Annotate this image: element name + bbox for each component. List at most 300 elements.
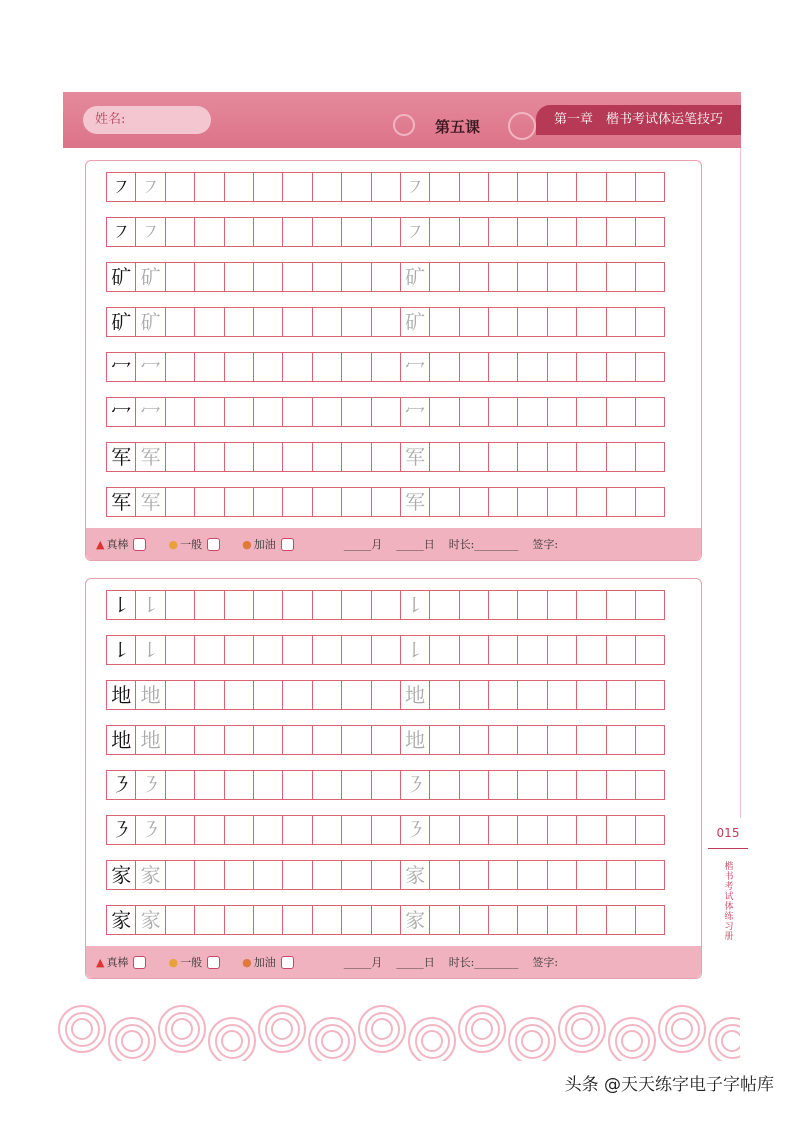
grid-cell[interactable] bbox=[488, 905, 518, 935]
grid-cell[interactable] bbox=[606, 635, 636, 665]
grid-cell[interactable] bbox=[341, 770, 371, 800]
grid-cell[interactable] bbox=[312, 487, 342, 517]
grid-cell[interactable] bbox=[606, 860, 636, 890]
grid-cell[interactable] bbox=[606, 905, 636, 935]
grid-cell[interactable] bbox=[488, 217, 518, 247]
grid-cell[interactable] bbox=[459, 770, 489, 800]
grid-cell[interactable] bbox=[165, 905, 195, 935]
grid-cell[interactable] bbox=[459, 635, 489, 665]
grid-cell[interactable] bbox=[547, 487, 577, 517]
grid-cell[interactable] bbox=[547, 905, 577, 935]
grid-cell[interactable] bbox=[517, 725, 547, 755]
grid-cell[interactable]: ㇙ bbox=[135, 635, 165, 665]
grid-cell[interactable] bbox=[312, 725, 342, 755]
grid-cell[interactable] bbox=[429, 680, 459, 710]
grid-cell[interactable]: ㇋ bbox=[400, 815, 430, 845]
grid-cell[interactable] bbox=[341, 307, 371, 337]
grid-cell[interactable] bbox=[194, 307, 224, 337]
grid-cell[interactable]: ㇋ bbox=[400, 770, 430, 800]
grid-cell[interactable] bbox=[547, 725, 577, 755]
grid-cell[interactable] bbox=[194, 172, 224, 202]
grid-cell[interactable] bbox=[371, 770, 401, 800]
grid-cell[interactable] bbox=[312, 860, 342, 890]
grid-cell[interactable] bbox=[459, 487, 489, 517]
grid-cell[interactable] bbox=[371, 352, 401, 382]
grid-cell[interactable]: ㇋ bbox=[106, 815, 136, 845]
grid-cell[interactable] bbox=[517, 217, 547, 247]
grid-cell[interactable] bbox=[194, 397, 224, 427]
grid-cell[interactable] bbox=[459, 905, 489, 935]
grid-cell[interactable]: 家 bbox=[400, 860, 430, 890]
grid-cell[interactable] bbox=[165, 487, 195, 517]
grid-cell[interactable] bbox=[194, 352, 224, 382]
grid-cell[interactable]: 地 bbox=[135, 725, 165, 755]
grid-cell[interactable] bbox=[459, 397, 489, 427]
grid-cell[interactable] bbox=[635, 860, 665, 890]
grid-cell[interactable] bbox=[194, 905, 224, 935]
grid-cell[interactable] bbox=[429, 770, 459, 800]
grid-cell[interactable] bbox=[224, 860, 254, 890]
grid-cell[interactable] bbox=[547, 680, 577, 710]
grid-cell[interactable] bbox=[517, 307, 547, 337]
grid-cell[interactable] bbox=[576, 307, 606, 337]
grid-cell[interactable] bbox=[253, 725, 283, 755]
signature-field[interactable]: 签字: bbox=[532, 956, 559, 969]
grid-cell[interactable] bbox=[165, 860, 195, 890]
grid-cell[interactable] bbox=[224, 397, 254, 427]
grid-cell[interactable] bbox=[165, 397, 195, 427]
grid-cell[interactable]: 冖 bbox=[400, 352, 430, 382]
grid-cell[interactable] bbox=[517, 815, 547, 845]
grid-cell[interactable] bbox=[341, 217, 371, 247]
rating-cheer[interactable] bbox=[242, 536, 294, 552]
grid-cell[interactable]: 矿 bbox=[135, 307, 165, 337]
grid-cell[interactable] bbox=[547, 590, 577, 620]
grid-cell[interactable] bbox=[341, 635, 371, 665]
grid-cell[interactable] bbox=[517, 770, 547, 800]
grid-cell[interactable] bbox=[165, 262, 195, 292]
grid-cell[interactable] bbox=[488, 172, 518, 202]
grid-cell[interactable] bbox=[576, 352, 606, 382]
grid-cell[interactable] bbox=[459, 307, 489, 337]
grid-cell[interactable] bbox=[253, 352, 283, 382]
grid-cell[interactable]: 家 bbox=[106, 860, 136, 890]
grid-cell[interactable] bbox=[312, 307, 342, 337]
grid-cell[interactable] bbox=[488, 770, 518, 800]
grid-cell[interactable] bbox=[194, 262, 224, 292]
grid-cell[interactable] bbox=[282, 905, 312, 935]
grid-cell[interactable] bbox=[371, 262, 401, 292]
grid-cell[interactable] bbox=[517, 680, 547, 710]
grid-cell[interactable] bbox=[576, 680, 606, 710]
grid-cell[interactable] bbox=[341, 397, 371, 427]
grid-cell[interactable] bbox=[459, 860, 489, 890]
grid-cell[interactable] bbox=[547, 815, 577, 845]
grid-cell[interactable] bbox=[635, 815, 665, 845]
grid-cell[interactable] bbox=[635, 397, 665, 427]
grid-cell[interactable] bbox=[517, 860, 547, 890]
grid-cell[interactable] bbox=[165, 770, 195, 800]
grid-cell[interactable] bbox=[429, 487, 459, 517]
grid-cell[interactable]: 军 bbox=[400, 487, 430, 517]
grid-cell[interactable] bbox=[635, 635, 665, 665]
grid-cell[interactable]: ㇙ bbox=[135, 590, 165, 620]
grid-cell[interactable] bbox=[253, 442, 283, 472]
grid-cell[interactable] bbox=[224, 442, 254, 472]
grid-cell[interactable]: 冖 bbox=[135, 352, 165, 382]
grid-cell[interactable] bbox=[517, 487, 547, 517]
grid-cell[interactable] bbox=[282, 770, 312, 800]
grid-cell[interactable] bbox=[312, 680, 342, 710]
grid-cell[interactable] bbox=[606, 725, 636, 755]
grid-cell[interactable] bbox=[371, 860, 401, 890]
grid-cell[interactable] bbox=[194, 815, 224, 845]
grid-cell[interactable] bbox=[606, 397, 636, 427]
grid-cell[interactable]: 军 bbox=[135, 487, 165, 517]
grid-cell[interactable] bbox=[576, 905, 606, 935]
grid-cell[interactable] bbox=[253, 770, 283, 800]
grid-cell[interactable] bbox=[547, 352, 577, 382]
grid-cell[interactable] bbox=[165, 442, 195, 472]
grid-cell[interactable]: 家 bbox=[106, 905, 136, 935]
grid-cell[interactable] bbox=[606, 680, 636, 710]
grid-cell[interactable] bbox=[312, 635, 342, 665]
grid-cell[interactable] bbox=[253, 860, 283, 890]
grid-cell[interactable]: ㇇ bbox=[135, 217, 165, 247]
grid-cell[interactable] bbox=[488, 680, 518, 710]
grid-cell[interactable] bbox=[282, 590, 312, 620]
grid-cell[interactable] bbox=[488, 397, 518, 427]
grid-cell[interactable] bbox=[194, 860, 224, 890]
grid-cell[interactable] bbox=[488, 860, 518, 890]
grid-cell[interactable] bbox=[371, 442, 401, 472]
rating-cheer[interactable] bbox=[242, 954, 294, 970]
grid-cell[interactable] bbox=[253, 172, 283, 202]
grid-cell[interactable] bbox=[576, 217, 606, 247]
grid-cell[interactable] bbox=[429, 397, 459, 427]
grid-cell[interactable] bbox=[371, 487, 401, 517]
grid-cell[interactable] bbox=[429, 590, 459, 620]
grid-cell[interactable] bbox=[194, 725, 224, 755]
grid-cell[interactable] bbox=[165, 352, 195, 382]
grid-cell[interactable] bbox=[224, 680, 254, 710]
day-field[interactable]: _____日 bbox=[396, 538, 435, 551]
grid-cell[interactable] bbox=[371, 680, 401, 710]
grid-cell[interactable] bbox=[488, 487, 518, 517]
grid-cell[interactable] bbox=[312, 262, 342, 292]
grid-cell[interactable] bbox=[282, 217, 312, 247]
grid-cell[interactable] bbox=[341, 352, 371, 382]
grid-cell[interactable] bbox=[517, 635, 547, 665]
grid-cell[interactable] bbox=[312, 217, 342, 247]
grid-cell[interactable] bbox=[576, 860, 606, 890]
grid-cell[interactable] bbox=[224, 725, 254, 755]
grid-cell[interactable] bbox=[635, 352, 665, 382]
grid-cell[interactable] bbox=[517, 442, 547, 472]
grid-cell[interactable] bbox=[517, 352, 547, 382]
grid-cell[interactable] bbox=[547, 770, 577, 800]
grid-cell[interactable] bbox=[459, 217, 489, 247]
grid-cell[interactable]: ㇇ bbox=[400, 172, 430, 202]
grid-cell[interactable] bbox=[224, 635, 254, 665]
month-field[interactable]: _____月 bbox=[343, 956, 383, 969]
grid-cell[interactable]: ㇙ bbox=[400, 635, 430, 665]
grid-cell[interactable] bbox=[253, 307, 283, 337]
grid-cell[interactable] bbox=[253, 262, 283, 292]
day-field[interactable]: _____日 bbox=[396, 956, 435, 969]
grid-cell[interactable] bbox=[194, 635, 224, 665]
grid-cell[interactable] bbox=[194, 442, 224, 472]
grid-cell[interactable] bbox=[282, 307, 312, 337]
grid-cell[interactable]: ㇙ bbox=[400, 590, 430, 620]
grid-cell[interactable]: 地 bbox=[400, 725, 430, 755]
grid-cell[interactable] bbox=[429, 172, 459, 202]
grid-cell[interactable] bbox=[371, 172, 401, 202]
grid-cell[interactable] bbox=[312, 770, 342, 800]
grid-cell[interactable]: 地 bbox=[135, 680, 165, 710]
grid-cell[interactable] bbox=[341, 860, 371, 890]
grid-cell[interactable] bbox=[282, 815, 312, 845]
grid-cell[interactable]: 军 bbox=[106, 487, 136, 517]
grid-cell[interactable] bbox=[576, 442, 606, 472]
grid-cell[interactable] bbox=[635, 172, 665, 202]
grid-cell[interactable] bbox=[488, 307, 518, 337]
grid-cell[interactable] bbox=[459, 172, 489, 202]
grid-cell[interactable] bbox=[194, 487, 224, 517]
grid-cell[interactable] bbox=[459, 815, 489, 845]
grid-cell[interactable] bbox=[194, 590, 224, 620]
grid-cell[interactable] bbox=[312, 815, 342, 845]
grid-cell[interactable] bbox=[547, 217, 577, 247]
grid-cell[interactable] bbox=[517, 262, 547, 292]
grid-cell[interactable]: 矿 bbox=[400, 307, 430, 337]
grid-cell[interactable] bbox=[371, 905, 401, 935]
rating-ok[interactable] bbox=[168, 536, 220, 552]
grid-cell[interactable] bbox=[224, 262, 254, 292]
checkbox[interactable] bbox=[207, 538, 220, 551]
grid-cell[interactable] bbox=[253, 905, 283, 935]
grid-cell[interactable] bbox=[429, 635, 459, 665]
grid-cell[interactable]: ㇇ bbox=[400, 217, 430, 247]
grid-cell[interactable]: 冖 bbox=[106, 352, 136, 382]
grid-cell[interactable] bbox=[165, 815, 195, 845]
grid-cell[interactable] bbox=[576, 590, 606, 620]
grid-cell[interactable] bbox=[165, 725, 195, 755]
grid-cell[interactable] bbox=[547, 397, 577, 427]
grid-cell[interactable] bbox=[576, 487, 606, 517]
grid-cell[interactable] bbox=[576, 172, 606, 202]
grid-cell[interactable] bbox=[459, 680, 489, 710]
grid-cell[interactable]: 冖 bbox=[400, 397, 430, 427]
grid-cell[interactable] bbox=[606, 352, 636, 382]
grid-cell[interactable] bbox=[312, 442, 342, 472]
grid-cell[interactable]: 军 bbox=[400, 442, 430, 472]
grid-cell[interactable] bbox=[459, 725, 489, 755]
grid-cell[interactable] bbox=[341, 905, 371, 935]
grid-cell[interactable] bbox=[224, 217, 254, 247]
grid-cell[interactable] bbox=[547, 262, 577, 292]
grid-cell[interactable] bbox=[635, 770, 665, 800]
grid-cell[interactable] bbox=[606, 487, 636, 517]
grid-cell[interactable]: ㇇ bbox=[106, 217, 136, 247]
grid-cell[interactable] bbox=[429, 815, 459, 845]
grid-cell[interactable] bbox=[547, 860, 577, 890]
grid-cell[interactable] bbox=[429, 352, 459, 382]
name-field[interactable] bbox=[83, 106, 211, 134]
checkbox[interactable] bbox=[133, 956, 146, 969]
grid-cell[interactable] bbox=[341, 442, 371, 472]
grid-cell[interactable] bbox=[282, 725, 312, 755]
grid-cell[interactable] bbox=[635, 905, 665, 935]
grid-cell[interactable] bbox=[606, 262, 636, 292]
grid-cell[interactable] bbox=[547, 635, 577, 665]
grid-cell[interactable]: ㇋ bbox=[135, 815, 165, 845]
grid-cell[interactable] bbox=[341, 680, 371, 710]
grid-cell[interactable] bbox=[371, 307, 401, 337]
grid-cell[interactable]: 冖 bbox=[106, 397, 136, 427]
grid-cell[interactable] bbox=[371, 725, 401, 755]
grid-cell[interactable] bbox=[312, 352, 342, 382]
grid-cell[interactable] bbox=[459, 442, 489, 472]
grid-cell[interactable]: ㇙ bbox=[106, 635, 136, 665]
grid-cell[interactable]: 矿 bbox=[400, 262, 430, 292]
grid-cell[interactable] bbox=[224, 352, 254, 382]
grid-cell[interactable] bbox=[282, 262, 312, 292]
grid-cell[interactable] bbox=[547, 172, 577, 202]
grid-cell[interactable] bbox=[341, 262, 371, 292]
grid-cell[interactable] bbox=[429, 307, 459, 337]
grid-cell[interactable] bbox=[312, 172, 342, 202]
grid-cell[interactable] bbox=[371, 217, 401, 247]
grid-cell[interactable] bbox=[224, 590, 254, 620]
grid-cell[interactable] bbox=[488, 635, 518, 665]
grid-cell[interactable]: 地 bbox=[106, 680, 136, 710]
grid-cell[interactable] bbox=[165, 172, 195, 202]
grid-cell[interactable] bbox=[253, 635, 283, 665]
grid-cell[interactable]: ㇇ bbox=[135, 172, 165, 202]
grid-cell[interactable] bbox=[341, 487, 371, 517]
grid-cell[interactable]: 矿 bbox=[135, 262, 165, 292]
grid-cell[interactable] bbox=[459, 590, 489, 620]
checkbox[interactable] bbox=[281, 538, 294, 551]
grid-cell[interactable] bbox=[635, 725, 665, 755]
grid-cell[interactable] bbox=[194, 217, 224, 247]
grid-cell[interactable] bbox=[312, 905, 342, 935]
grid-cell[interactable] bbox=[224, 172, 254, 202]
grid-cell[interactable] bbox=[635, 307, 665, 337]
grid-cell[interactable] bbox=[194, 770, 224, 800]
grid-cell[interactable] bbox=[253, 487, 283, 517]
grid-cell[interactable] bbox=[635, 262, 665, 292]
grid-cell[interactable] bbox=[488, 352, 518, 382]
rating-great[interactable] bbox=[96, 954, 146, 970]
grid-cell[interactable] bbox=[488, 815, 518, 845]
grid-cell[interactable] bbox=[341, 172, 371, 202]
grid-cell[interactable] bbox=[165, 590, 195, 620]
grid-cell[interactable] bbox=[606, 217, 636, 247]
grid-cell[interactable] bbox=[224, 905, 254, 935]
grid-cell[interactable] bbox=[547, 307, 577, 337]
checkbox[interactable] bbox=[133, 538, 146, 551]
grid-cell[interactable] bbox=[576, 262, 606, 292]
month-field[interactable]: _____月 bbox=[343, 538, 383, 551]
grid-cell[interactable] bbox=[517, 397, 547, 427]
grid-cell[interactable] bbox=[253, 217, 283, 247]
grid-cell[interactable]: 军 bbox=[135, 442, 165, 472]
grid-cell[interactable] bbox=[282, 487, 312, 517]
grid-cell[interactable] bbox=[282, 442, 312, 472]
grid-cell[interactable] bbox=[282, 860, 312, 890]
grid-cell[interactable]: 地 bbox=[400, 680, 430, 710]
grid-cell[interactable] bbox=[253, 590, 283, 620]
grid-cell[interactable] bbox=[547, 442, 577, 472]
grid-cell[interactable] bbox=[635, 217, 665, 247]
grid-cell[interactable] bbox=[576, 397, 606, 427]
rating-great[interactable] bbox=[96, 536, 146, 552]
grid-cell[interactable] bbox=[576, 635, 606, 665]
grid-cell[interactable] bbox=[606, 442, 636, 472]
grid-cell[interactable] bbox=[488, 590, 518, 620]
grid-cell[interactable] bbox=[517, 172, 547, 202]
grid-cell[interactable] bbox=[488, 442, 518, 472]
grid-cell[interactable] bbox=[282, 680, 312, 710]
grid-cell[interactable] bbox=[459, 262, 489, 292]
grid-cell[interactable] bbox=[165, 635, 195, 665]
grid-cell[interactable] bbox=[429, 905, 459, 935]
grid-cell[interactable] bbox=[224, 770, 254, 800]
grid-cell[interactable] bbox=[194, 680, 224, 710]
grid-cell[interactable] bbox=[282, 397, 312, 427]
grid-cell[interactable] bbox=[341, 815, 371, 845]
grid-cell[interactable]: 矿 bbox=[106, 307, 136, 337]
grid-cell[interactable] bbox=[282, 635, 312, 665]
duration-field[interactable]: 时长:________ bbox=[448, 538, 519, 551]
grid-cell[interactable] bbox=[224, 487, 254, 517]
grid-cell[interactable] bbox=[371, 815, 401, 845]
grid-cell[interactable] bbox=[341, 725, 371, 755]
grid-cell[interactable] bbox=[517, 905, 547, 935]
grid-cell[interactable] bbox=[253, 397, 283, 427]
grid-cell[interactable] bbox=[312, 397, 342, 427]
grid-cell[interactable]: 军 bbox=[106, 442, 136, 472]
checkbox[interactable] bbox=[207, 956, 220, 969]
grid-cell[interactable] bbox=[282, 352, 312, 382]
grid-cell[interactable]: 矿 bbox=[106, 262, 136, 292]
grid-cell[interactable]: ㇙ bbox=[106, 590, 136, 620]
grid-cell[interactable] bbox=[224, 815, 254, 845]
grid-cell[interactable] bbox=[576, 815, 606, 845]
grid-cell[interactable] bbox=[635, 487, 665, 517]
grid-cell[interactable]: ㇋ bbox=[106, 770, 136, 800]
grid-cell[interactable]: 地 bbox=[106, 725, 136, 755]
grid-cell[interactable] bbox=[635, 442, 665, 472]
rating-ok[interactable] bbox=[168, 954, 220, 970]
grid-cell[interactable] bbox=[606, 307, 636, 337]
grid-cell[interactable] bbox=[429, 860, 459, 890]
grid-cell[interactable] bbox=[224, 307, 254, 337]
grid-cell[interactable] bbox=[282, 172, 312, 202]
grid-cell[interactable] bbox=[488, 262, 518, 292]
grid-cell[interactable] bbox=[635, 590, 665, 620]
grid-cell[interactable] bbox=[371, 397, 401, 427]
grid-cell[interactable]: 家 bbox=[135, 860, 165, 890]
grid-cell[interactable] bbox=[429, 217, 459, 247]
grid-cell[interactable] bbox=[165, 680, 195, 710]
grid-cell[interactable] bbox=[253, 680, 283, 710]
signature-field[interactable]: 签字: bbox=[532, 538, 559, 551]
grid-cell[interactable] bbox=[312, 590, 342, 620]
grid-cell[interactable] bbox=[459, 352, 489, 382]
